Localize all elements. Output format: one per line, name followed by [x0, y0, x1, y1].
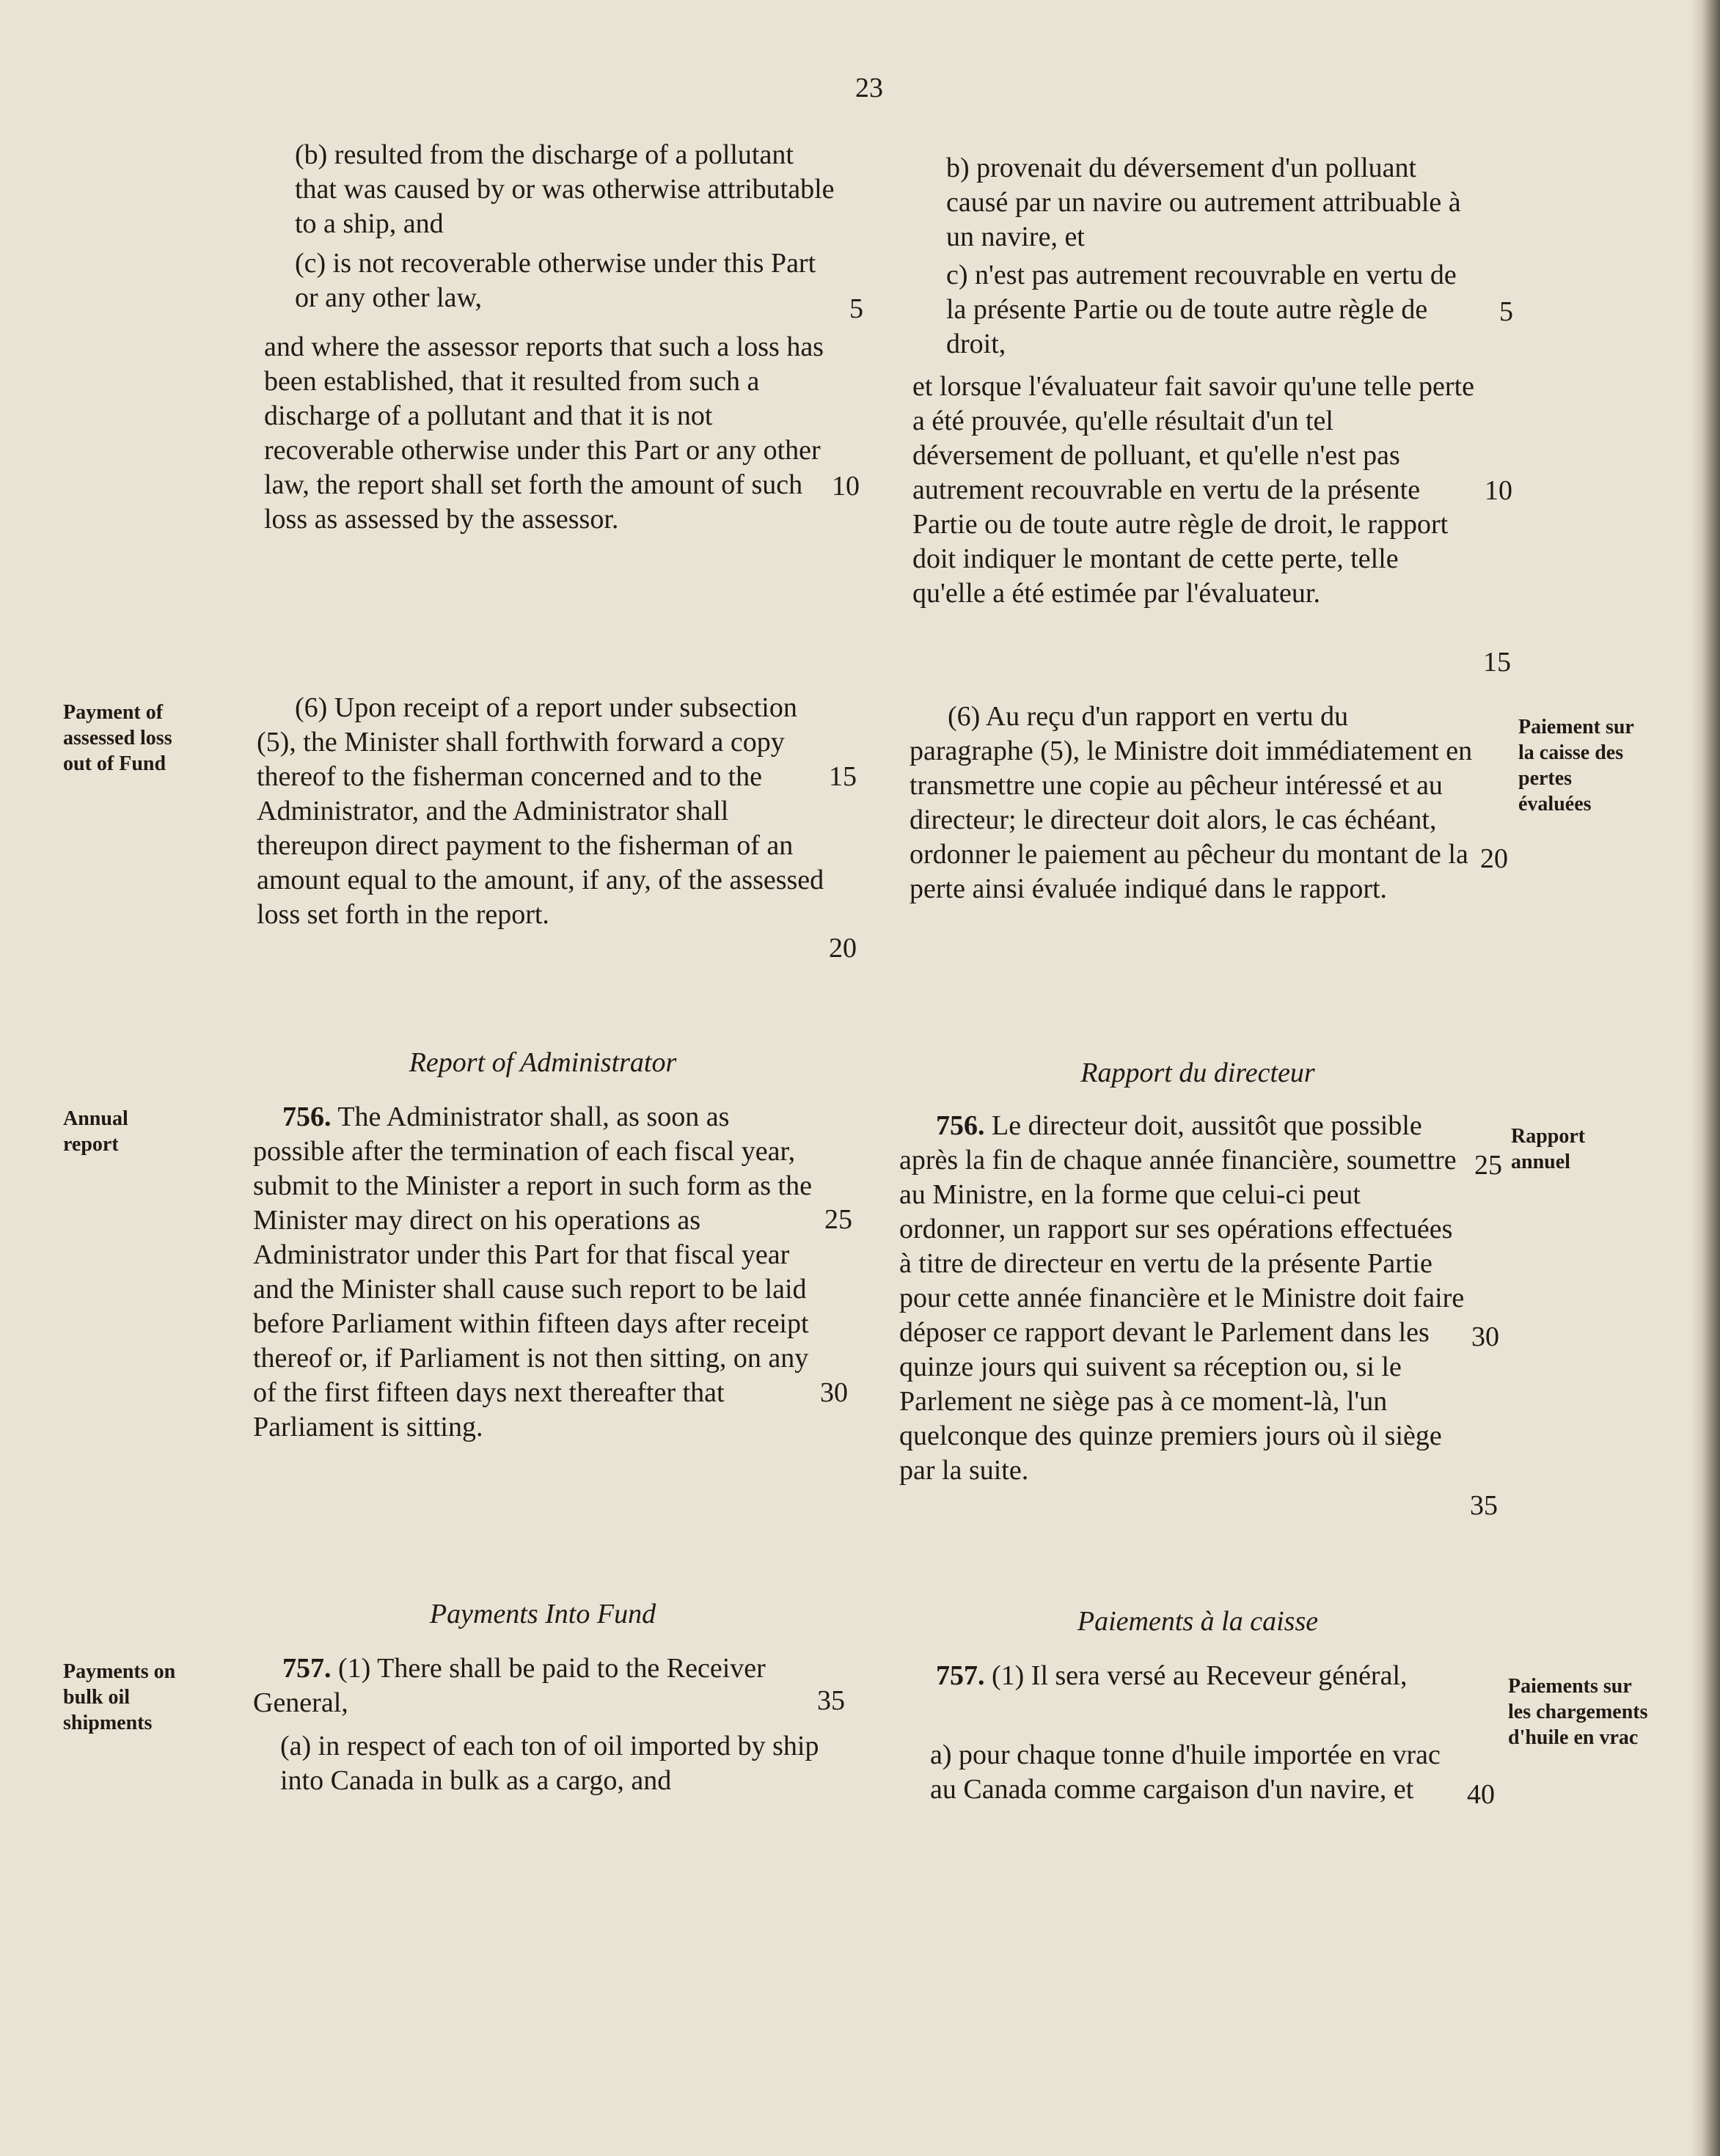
article-757 [899, 1659, 1471, 1693]
article-number-757: 757. [936, 1660, 985, 1691]
french-757-a [930, 1738, 1465, 1807]
line-number-fr-25: 25 [1474, 1150, 1502, 1181]
french-756 [899, 1109, 1471, 1488]
paragraphe-6: (6) Au reçu d'un rapport en vertu du paragraphe (5), le Ministre doit immédiatement en transmettre une copie au pêcheur intéressé et au directeur; le directeur doit alors, le cas échéant, ordonner le paiement au pêcheur du montant de la perte ainsi évaluée indiqué dans le rapport. [910, 701, 1473, 904]
paragraphe-c: c) n'est pas autrement recouvrable en vertu de la présente Partie ou de toute autre règle de droit, [946, 260, 1457, 359]
page-binding-edge [1691, 0, 1720, 2156]
marginal-note-payments-on-bulk-oil: Payments on bulk oil shipments [63, 1660, 176, 1734]
english-755-b [295, 138, 838, 241]
line-number-en-20: 20 [829, 933, 857, 964]
english-757 [253, 1651, 825, 1720]
subsection-6: (6) Upon receipt of a report under subsection (5), the Minister shall forthwith forward a copy thereof to the fisherman concerned and to the Administrator, and the Administrator shall thereupon direct payment to the fisherman of an amount equal to the amount, if any, of the assessed loss set forth in the report. [257, 692, 824, 930]
line-number-en-25: 25 [824, 1204, 852, 1235]
line-number-fr-20: 20 [1480, 843, 1508, 874]
english-755-6 [257, 691, 829, 932]
line-number-fr-35: 35 [1470, 1490, 1498, 1521]
line-number-fr-30: 30 [1471, 1321, 1499, 1352]
marginal-note-rapport-annuel: Rapport annuel [1511, 1125, 1586, 1173]
french-755-conclusion [912, 370, 1477, 611]
line-number-en-35: 35 [817, 1685, 845, 1716]
paragraph-c: (c) is not recoverable otherwise under this Part or any other law, [295, 248, 816, 313]
paragraphe-conclusion: et lorsque l'évaluateur fait savoir qu'une telle perte a été prouvée, qu'elle résultait d'un tel déversement de polluant, et qu'elle n'est pas autrement recouvrable en vertu de la présente Partie ou de toute autre règle de droit, le rapport doit indiquer le montant de cette perte, telle qu'elle a été estimée par l'évaluateur. [912, 371, 1474, 609]
line-number-en-10: 10 [832, 471, 860, 502]
heading-paiements-a-la-caisse: Paiements à la caisse [1077, 1606, 1319, 1637]
english-755-conclusion [264, 330, 829, 537]
line-number-fr-15: 15 [1483, 647, 1511, 678]
english-756 [253, 1100, 825, 1445]
paragraph-757-a: (a) in respect of each ton of oil imported by ship into Canada in bulk as a cargo, and [280, 1731, 819, 1796]
section-756 [253, 1100, 825, 1445]
section-number-756: 756. [282, 1101, 332, 1132]
section-757-text: (1) There shall be paid to the Receiver General, [253, 1653, 766, 1718]
french-755-c [946, 258, 1482, 362]
line-number-fr-5: 5 [1499, 296, 1513, 327]
paragraph-conclusion: and where the assessor reports that such a loss has been established, that it resulted from such a discharge of a pollutant and that it is not recoverable otherwise under this Part or any other law, the report shall set forth the amount of such loss as assessed by the assessor. [264, 331, 824, 535]
article-756-text: Le directeur doit, aussitôt que possible après la fin de chaque année financière, soumettre au Ministre, en la forme que celui-ci peut ordonner, un rapport sur ses opérations effectuées à titre de directeur en vertu de la présente Partie pour cette année financière et le Ministre doit faire déposer ce rapport devant le Parlement dans les quinze jours qui suivent sa réception ou, si le Parlement ne siège pas à ce moment-là, l'un quelconque des quinze premiers jours où il siège par la suite. [899, 1110, 1465, 1486]
article-number-756: 756. [936, 1110, 985, 1141]
page-number: 23 [855, 73, 883, 103]
heading-rapport-du-directeur: Rapport du directeur [1080, 1057, 1315, 1088]
section-757 [253, 1651, 825, 1720]
line-number-fr-10: 10 [1485, 475, 1512, 506]
paragraphe-b: b) provenait du déversement d'un polluant causé par un navire ou autrement attribuable à un navire, et [946, 153, 1461, 252]
english-755-c [295, 246, 838, 315]
heading-report-of-administrator: Report of Administrator [409, 1047, 677, 1078]
line-number-en-5: 5 [849, 293, 863, 324]
line-number-fr-40: 40 [1467, 1779, 1495, 1810]
line-number-en-30: 30 [820, 1377, 848, 1408]
french-755-6 [910, 700, 1474, 906]
marginal-note-annual-report: Annual report [63, 1107, 128, 1156]
article-756 [899, 1109, 1471, 1488]
french-757 [899, 1659, 1471, 1693]
marginal-note-paiements-sur-les-chargements: Paiements sur les chargements d'huile en vrac [1508, 1675, 1648, 1749]
line-number-en-15: 15 [829, 761, 857, 792]
paragraphe-757-a: a) pour chaque tonne d'huile importée en vrac au Canada comme cargaison d'un navire, et [930, 1739, 1441, 1805]
paragraph-b: (b) resulted from the discharge of a pollutant that was caused by or was otherwise attributable to a ship, and [295, 139, 835, 239]
section-number-757: 757. [282, 1653, 332, 1684]
english-757-a [280, 1729, 823, 1798]
marginal-note-paiement-sur-la-caisse: Paiement sur la caisse des pertes évaluées [1518, 716, 1634, 815]
marginal-note-payment-of-assessed-loss: Payment of assessed loss out of Fund [63, 701, 172, 775]
heading-payments-into-fund: Payments Into Fund [429, 1599, 656, 1629]
article-757-text: (1) Il sera versé au Receveur général, [992, 1660, 1408, 1691]
french-755-b [946, 151, 1482, 254]
section-756-text: The Administrator shall, as soon as possible after the termination of each fiscal year, submit to the Minister a report in such form as the Minister may direct on his operations as Administrator under this Part for that fiscal year and the Minister shall cause such report to be laid before Parliament within fifteen days after receipt thereof or, if Parliament is not then sitting, on any of the first fifteen days next thereafter that Parliament is sitting. [253, 1101, 812, 1442]
